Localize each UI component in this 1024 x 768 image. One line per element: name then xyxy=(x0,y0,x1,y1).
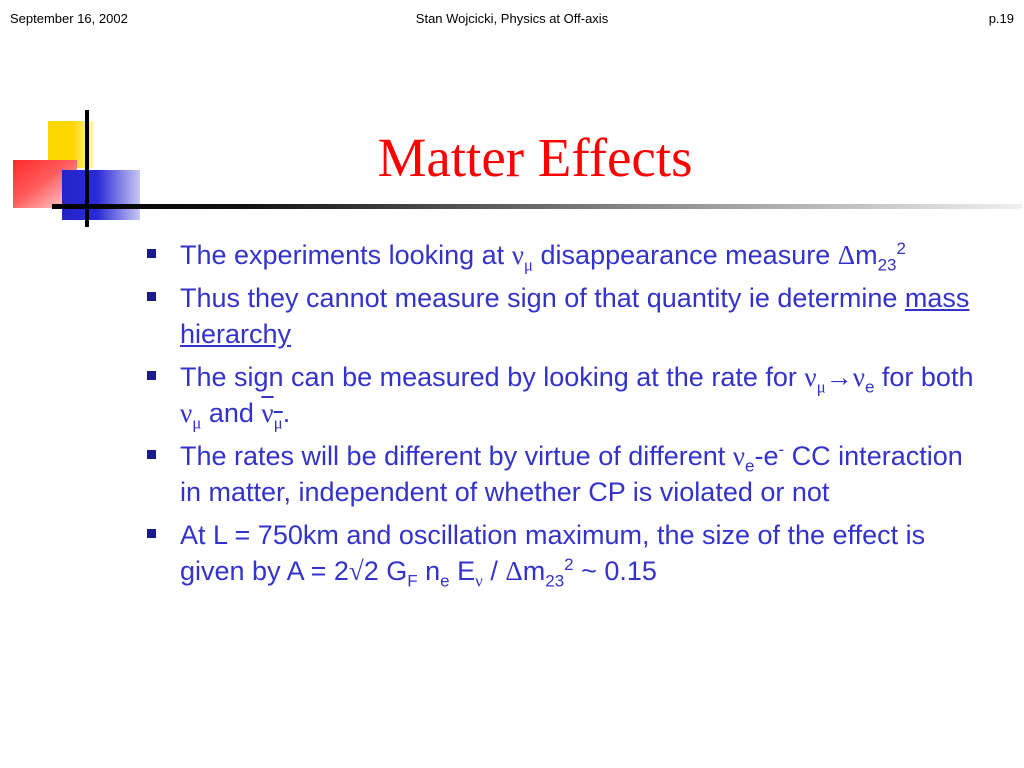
bullet-item-3 xyxy=(146,359,976,431)
bullet-3-text-2: for both xyxy=(874,362,974,392)
bullet-4-text-2: -e xyxy=(754,441,779,471)
nu-symbol: ν xyxy=(852,362,865,392)
nu-subscript: ν xyxy=(475,571,483,591)
bullet-5-text-4: E xyxy=(449,556,476,586)
delta-symbol: Δ xyxy=(837,240,856,270)
bullet-5-text-3: n xyxy=(417,556,441,586)
mass-hierarchy-underlined: mass hierarchy xyxy=(180,283,970,349)
m-symbol: m xyxy=(855,240,878,270)
header-page-number: p.19 xyxy=(988,11,1014,26)
bullet-4-text-3: CC interaction in matter, independent of whether CP is violated or not xyxy=(180,441,963,507)
e-subscript: e xyxy=(745,456,755,476)
m-symbol: m xyxy=(522,556,546,586)
slide-title: Matter Effects xyxy=(377,127,693,188)
minus-superscript: - xyxy=(778,440,785,459)
e-subscript: e xyxy=(440,571,450,591)
right-arrow-symbol: → xyxy=(825,362,853,392)
sqrt-symbol: √ xyxy=(348,556,364,586)
bullet-3-text: The sign can be measured by looking at the rate for xyxy=(180,362,805,392)
superscript-2: 2 xyxy=(896,239,906,258)
decor-title-underline xyxy=(52,204,1022,209)
e-subscript: e xyxy=(864,377,875,397)
bullet-5-text-6: ~ 0.15 xyxy=(573,556,657,586)
nu-symbol: ν xyxy=(804,362,817,392)
delta-symbol: Δ xyxy=(505,556,523,586)
bullet-4-text: The rates will be different by virtue of different xyxy=(180,441,733,471)
nu-symbol: ν xyxy=(511,240,524,270)
bullet-5-text-2: 2 G xyxy=(363,556,408,586)
mu-subscript: μ xyxy=(816,377,826,397)
header-title: Stan Wojcicki, Physics at Off-axis xyxy=(415,11,609,26)
nu-symbol: ν xyxy=(732,441,746,471)
bullet-item-4 xyxy=(146,438,976,510)
bullet-item-2 xyxy=(146,280,976,352)
nu-symbol: ν xyxy=(180,398,193,428)
bullet-3-period: . xyxy=(282,398,291,428)
subscript-23: 23 xyxy=(545,571,565,591)
bullet-5-text-5: / xyxy=(482,556,506,586)
bullet-1-text-2: disappearance measure xyxy=(533,240,838,270)
bullet-square-icon xyxy=(147,450,156,459)
bullet-2-text: Thus they cannot measure sign of that quantity ie determine xyxy=(180,283,905,313)
nu-bar-symbol: ν xyxy=(261,398,274,428)
mu-subscript: μ xyxy=(523,255,534,275)
bullet-3-text-3: and xyxy=(201,398,262,428)
bullet-1-text: The experiments looking at xyxy=(180,240,512,270)
superscript-2: 2 xyxy=(564,555,574,574)
bullet-list xyxy=(146,237,976,596)
mu-bar-subscript: μ xyxy=(273,413,283,433)
header-date: September 16, 2002 xyxy=(10,11,128,26)
bullet-item-1 xyxy=(146,237,976,273)
bullet-item-5 xyxy=(146,517,976,589)
bullet-square-icon xyxy=(147,529,156,538)
bullet-square-icon xyxy=(147,249,156,258)
bullet-square-icon xyxy=(147,371,156,380)
bullet-square-icon xyxy=(147,292,156,301)
mu-subscript: μ xyxy=(192,413,202,433)
F-subscript: F xyxy=(407,571,418,591)
subscript-23: 23 xyxy=(877,255,897,275)
bullet-5-text: At L = 750km and oscillation maximum, the size of the effect is given by A = 2 xyxy=(180,520,926,586)
